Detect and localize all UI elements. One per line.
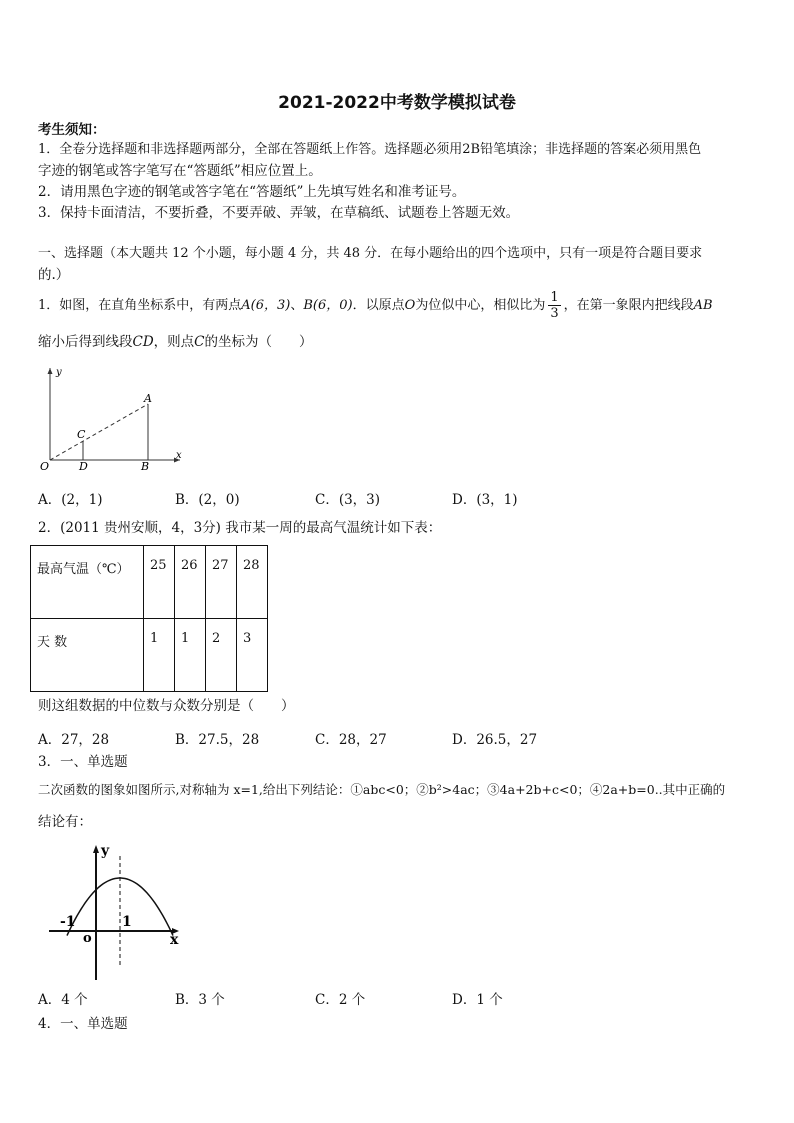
table-cell: 1: [175, 619, 206, 692]
table-cell: 27: [206, 546, 237, 619]
table-header-days: 天 数: [31, 619, 144, 692]
page-title: 2021-2022中考数学模拟试卷: [278, 93, 516, 113]
q3-parabola-figure: [45, 840, 190, 982]
q1-option-c[interactable]: C．(3，3): [315, 492, 381, 508]
label-a: A: [144, 392, 152, 405]
table-cell: 25: [144, 546, 175, 619]
table-row: [31, 619, 268, 692]
q1-stem-line1: 1．如图，在直角坐标系中，有两点A(6，3)、B(6，0)．以原点O为位似中心，相似比为 $\frac{1}{3}$ ，在第一象限内把线段AB: [38, 290, 713, 321]
label-minus-one: -1: [60, 914, 76, 930]
temperature-table: [30, 545, 268, 692]
q1-coordinate-figure: [30, 362, 190, 474]
q3-stem-line2: 结论有：: [38, 814, 92, 830]
axis-x-label: x: [176, 450, 182, 461]
table-cell: 1: [144, 619, 175, 692]
label-c: C: [77, 428, 86, 441]
ratio-fraction: $\frac{1}{3}$: [550, 290, 559, 321]
q1-option-a[interactable]: A．(2，1): [38, 492, 103, 508]
section-heading-line2: 的.）: [38, 267, 70, 283]
section-heading-line1: 一、选择题（本大题共 12 个小题，每小题 4 分，共 48 分．在每小题给出的四个选项中，只有一项是符合题目要求: [38, 246, 703, 261]
table-header-temp: 最高气温（℃）: [31, 546, 144, 619]
notice-heading: 考生须知：: [38, 122, 106, 138]
label-origin: o: [83, 931, 92, 946]
axis-x-label: x: [170, 932, 179, 948]
notice-item-1b: 字迹的钢笔或答字笔写在“答题纸”相应位置上。: [38, 163, 322, 179]
q2-stem: 2．(2011 贵州安顺，4，3分) 我市某一周的最高气温统计如下表：: [38, 520, 442, 536]
q2-question: 则这组数据的中位数与众数分别是（ ）: [38, 698, 295, 714]
notice-item-3: 3．保持卡面清洁，不要折叠，不要弄破、弄皱，在草稿纸、试题卷上答题无效。: [38, 205, 520, 221]
q1-stem-line2: 缩小后得到线段CD，则点C的坐标为（ ）: [38, 334, 313, 350]
table-cell: 2: [206, 619, 237, 692]
segment-oa: [50, 404, 148, 460]
table-cell: 26: [175, 546, 206, 619]
notice-item-1a: 1．全卷分选择题和非选择题两部分，全部在答题纸上作答。选择题必须用2B铅笔填涂；非选择题的答案必须用黑色: [38, 142, 702, 157]
axis-y-label: y: [101, 843, 110, 859]
q2-option-c[interactable]: C．28，27: [315, 732, 387, 748]
label-one: 1: [122, 914, 132, 930]
table-row: [31, 546, 268, 619]
q3-heading: 3．一、单选题: [38, 754, 128, 770]
q3-option-a[interactable]: A．4 个: [38, 992, 88, 1008]
label-d: D: [79, 460, 88, 473]
q2-option-b[interactable]: B．27.5，28: [175, 732, 260, 748]
notice-item-2: 2．请用黑色字迹的钢笔或答字笔在“答题纸”上先填写姓名和准考证号。: [38, 184, 466, 200]
table-cell: 28: [237, 546, 268, 619]
q1-option-d[interactable]: D．(3，1): [452, 492, 518, 508]
q3-option-d[interactable]: D．1 个: [452, 992, 503, 1008]
q2-option-a[interactable]: A．27，28: [38, 732, 110, 748]
q1-option-b[interactable]: B．(2，0): [175, 492, 240, 508]
axis-y-label: y: [56, 367, 62, 378]
q4-heading: 4．一、单选题: [38, 1016, 128, 1032]
q3-option-b[interactable]: B．3 个: [175, 992, 225, 1008]
table-cell: 3: [237, 619, 268, 692]
label-o: O: [40, 460, 50, 473]
q3-stem-line1: 二次函数的图象如图所示,对称轴为 x=1,给出下列结论：①abc<0；②b²>4ac；③4a+2b+c<0；④2a+b=0..其中正确的: [38, 782, 726, 797]
q2-option-d[interactable]: D．26.5，27: [452, 732, 538, 748]
label-b: B: [141, 460, 150, 473]
q3-option-c[interactable]: C．2 个: [315, 992, 366, 1008]
